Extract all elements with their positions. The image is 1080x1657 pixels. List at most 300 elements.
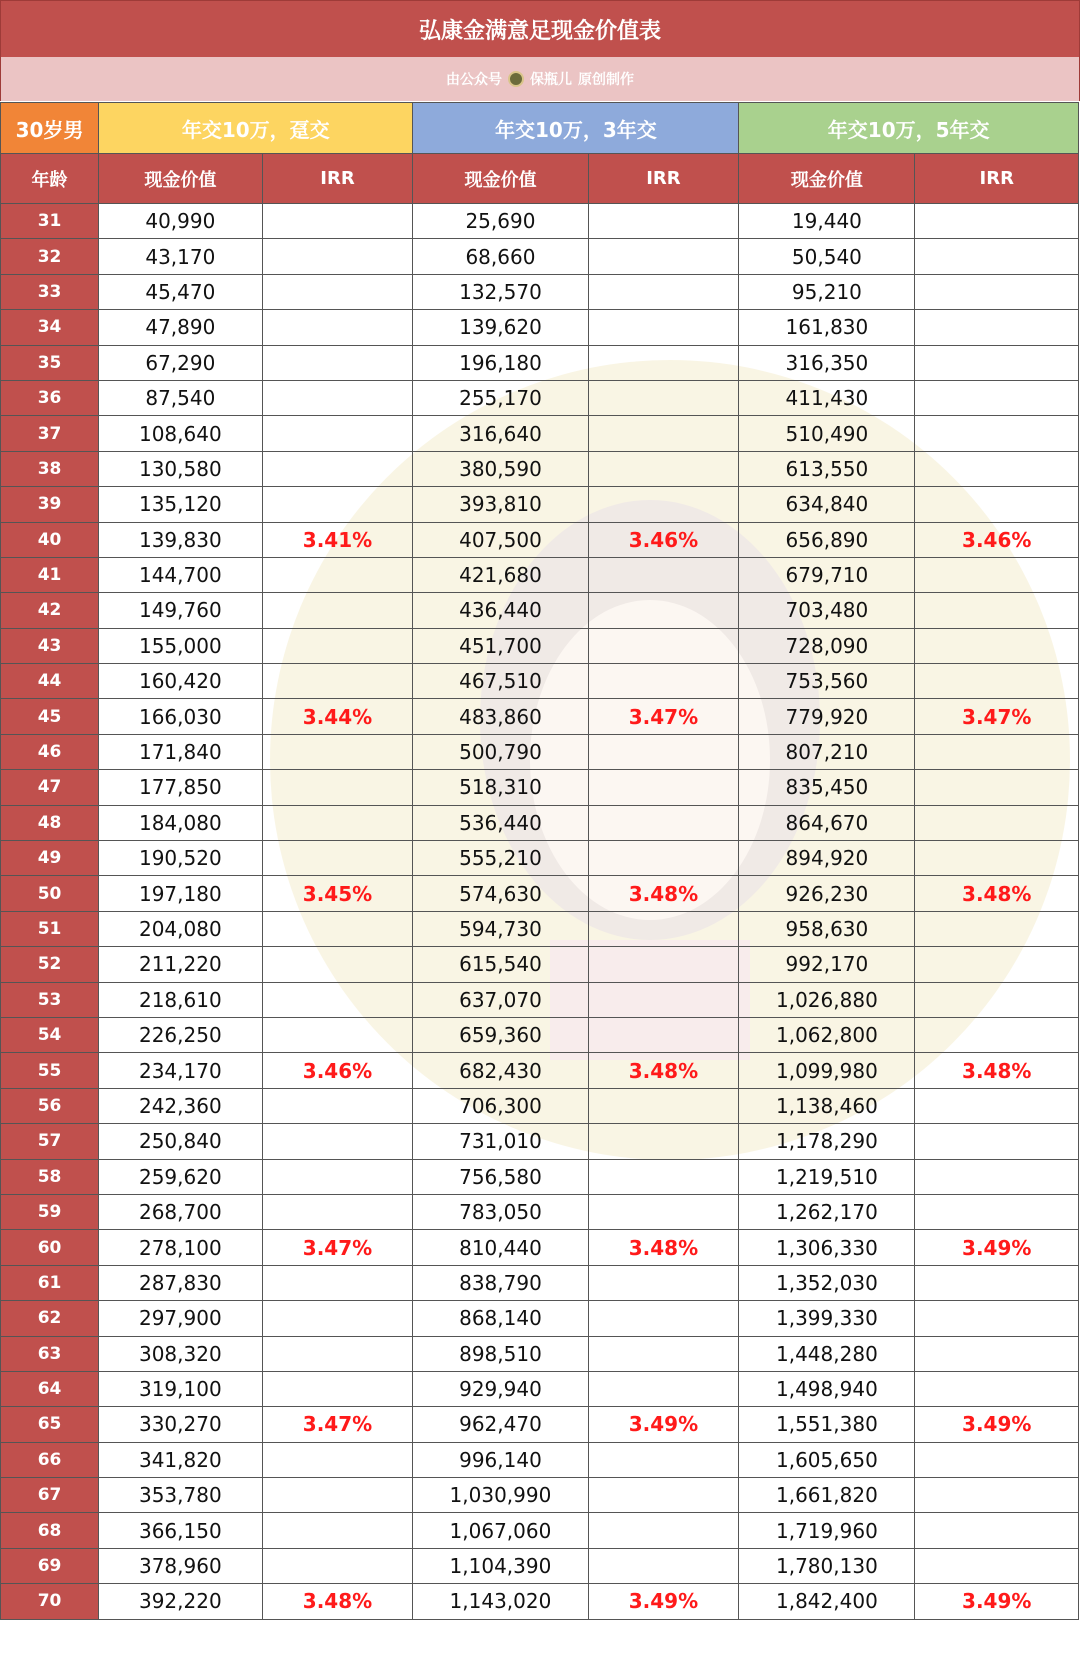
cash-value-cell: 341,820 <box>99 1442 262 1477</box>
cash-value-cell: 319,100 <box>99 1371 262 1406</box>
cash-value-cell: 996,140 <box>413 1442 588 1477</box>
cash-value-cell: 1,143,020 <box>413 1584 588 1619</box>
irr-cell: 3.41% <box>262 522 413 557</box>
irr-cell: 3.49% <box>915 1584 1079 1619</box>
cash-value-cell: 1,026,880 <box>739 982 915 1017</box>
irr-cell: 3.49% <box>588 1584 739 1619</box>
cash-value-cell: 703,480 <box>739 593 915 628</box>
irr-cell <box>588 1265 739 1300</box>
table-row <box>1 487 1079 522</box>
cash-value-cell: 637,070 <box>413 982 588 1017</box>
irr-cell <box>915 1478 1079 1513</box>
cash-value-cell: 656,890 <box>739 522 915 557</box>
table-row <box>1 1230 1079 1265</box>
irr-cell <box>262 1336 413 1371</box>
cash-value-cell: 242,360 <box>99 1088 262 1123</box>
age-cell: 59 <box>1 1194 99 1229</box>
cash-value-cell: 68,660 <box>413 239 588 274</box>
irr-cell <box>588 982 739 1017</box>
cash-value-cell: 810,440 <box>413 1230 588 1265</box>
cash-value-cell: 25,690 <box>413 204 588 239</box>
irr-cell <box>915 310 1079 345</box>
credit-prefix: 由公众号 <box>446 72 502 88</box>
irr-cell: 3.48% <box>915 876 1079 911</box>
age-cell: 37 <box>1 416 99 451</box>
table-row <box>1 416 1079 451</box>
cash-value-cell: 155,000 <box>99 628 262 663</box>
irr-cell <box>262 416 413 451</box>
col-header-irr-3: IRR <box>915 154 1079 204</box>
table-row <box>1 1442 1079 1477</box>
irr-cell <box>915 204 1079 239</box>
age-cell: 53 <box>1 982 99 1017</box>
irr-cell <box>262 1301 413 1336</box>
cash-value-cell: 204,080 <box>99 911 262 946</box>
age-cell: 48 <box>1 805 99 840</box>
irr-cell <box>262 1017 413 1052</box>
cash-value-cell: 87,540 <box>99 380 262 415</box>
cash-value-cell: 130,580 <box>99 451 262 486</box>
cash-value-cell: 1,661,820 <box>739 1478 915 1513</box>
cash-value-cell: 838,790 <box>413 1265 588 1300</box>
irr-cell <box>588 1017 739 1052</box>
cash-value-cell: 807,210 <box>739 734 915 769</box>
irr-cell <box>588 1513 739 1548</box>
age-cell: 64 <box>1 1371 99 1406</box>
table-row <box>1 1407 1079 1442</box>
irr-cell <box>915 734 1079 769</box>
irr-cell <box>588 593 739 628</box>
page-title: 弘康金满意足现金价值表 <box>0 0 1080 58</box>
age-cell: 32 <box>1 239 99 274</box>
irr-cell <box>915 557 1079 592</box>
cash-value-cell: 316,350 <box>739 345 915 380</box>
irr-cell <box>588 734 739 769</box>
cash-value-cell: 536,440 <box>413 805 588 840</box>
cash-value-cell: 753,560 <box>739 664 915 699</box>
irr-cell <box>915 947 1079 982</box>
irr-cell <box>262 1159 413 1194</box>
table-row <box>1 734 1079 769</box>
irr-cell <box>588 1124 739 1159</box>
table-row <box>1 664 1079 699</box>
irr-cell <box>915 1336 1079 1371</box>
irr-cell <box>915 911 1079 946</box>
cash-value-table <box>0 102 1079 1620</box>
col-header-irr-1: IRR <box>262 154 413 204</box>
cash-value-cell: 366,150 <box>99 1513 262 1548</box>
cash-value-cell: 160,420 <box>99 664 262 699</box>
cash-value-cell: 1,067,060 <box>413 1513 588 1548</box>
age-cell: 39 <box>1 487 99 522</box>
irr-cell <box>915 1371 1079 1406</box>
irr-cell: 3.47% <box>262 1230 413 1265</box>
cash-value-cell: 139,830 <box>99 522 262 557</box>
irr-cell <box>915 1194 1079 1229</box>
irr-cell <box>588 380 739 415</box>
cash-value-cell: 171,840 <box>99 734 262 769</box>
col-header-cv-1: 现金价值 <box>99 154 262 204</box>
irr-cell <box>588 947 739 982</box>
irr-cell: 3.49% <box>588 1407 739 1442</box>
cash-value-cell: 211,220 <box>99 947 262 982</box>
irr-cell <box>262 204 413 239</box>
cash-value-cell: 190,520 <box>99 841 262 876</box>
cash-value-cell: 67,290 <box>99 345 262 380</box>
irr-cell <box>262 911 413 946</box>
table-row <box>1 1124 1079 1159</box>
irr-cell <box>588 487 739 522</box>
cash-value-cell: 393,810 <box>413 487 588 522</box>
cash-value-cell: 868,140 <box>413 1301 588 1336</box>
irr-cell <box>588 1336 739 1371</box>
irr-cell <box>262 770 413 805</box>
irr-cell <box>262 1513 413 1548</box>
cash-value-cell: 47,890 <box>99 310 262 345</box>
cash-value-cell: 659,360 <box>413 1017 588 1052</box>
cash-value-cell: 574,630 <box>413 876 588 911</box>
table-row <box>1 451 1079 486</box>
cash-value-cell: 1,352,030 <box>739 1265 915 1300</box>
cash-value-cell: 1,551,380 <box>739 1407 915 1442</box>
irr-cell <box>915 239 1079 274</box>
cash-value-cell: 929,940 <box>413 1371 588 1406</box>
cash-value-cell: 40,990 <box>99 204 262 239</box>
cash-value-cell: 226,250 <box>99 1017 262 1052</box>
irr-cell <box>262 841 413 876</box>
table-row <box>1 239 1079 274</box>
irr-cell: 3.48% <box>262 1584 413 1619</box>
table-row <box>1 1478 1079 1513</box>
irr-cell <box>915 274 1079 309</box>
cash-value-cell: 894,920 <box>739 841 915 876</box>
age-cell: 44 <box>1 664 99 699</box>
irr-cell <box>915 1159 1079 1194</box>
irr-cell <box>915 628 1079 663</box>
cash-value-cell: 234,170 <box>99 1053 262 1088</box>
irr-cell <box>262 1124 413 1159</box>
cash-value-cell: 421,680 <box>413 557 588 592</box>
cash-value-cell: 510,490 <box>739 416 915 451</box>
irr-cell: 3.44% <box>262 699 413 734</box>
cash-value-cell: 962,470 <box>413 1407 588 1442</box>
cash-value-cell: 682,430 <box>413 1053 588 1088</box>
irr-cell <box>262 1478 413 1513</box>
cash-value-cell: 756,580 <box>413 1159 588 1194</box>
table-row <box>1 1513 1079 1548</box>
age-cell: 61 <box>1 1265 99 1300</box>
table-row <box>1 1301 1079 1336</box>
irr-cell <box>915 805 1079 840</box>
col-header-cv-2: 现金价值 <box>413 154 588 204</box>
cash-value-cell: 407,500 <box>413 522 588 557</box>
credit-line <box>0 57 1080 101</box>
irr-cell <box>588 274 739 309</box>
irr-cell: 3.47% <box>915 699 1079 734</box>
cash-value-cell: 268,700 <box>99 1194 262 1229</box>
cash-value-cell: 500,790 <box>413 734 588 769</box>
cash-value-cell: 197,180 <box>99 876 262 911</box>
irr-cell: 3.46% <box>262 1053 413 1088</box>
age-cell: 35 <box>1 345 99 380</box>
plan-header-single-premium: 年交10万，趸交 <box>99 103 413 154</box>
irr-cell <box>588 1371 739 1406</box>
age-cell: 68 <box>1 1513 99 1548</box>
irr-cell <box>262 239 413 274</box>
cash-value-cell: 1,448,280 <box>739 1336 915 1371</box>
irr-cell <box>262 1088 413 1123</box>
irr-cell <box>262 1371 413 1406</box>
irr-cell: 3.47% <box>262 1407 413 1442</box>
plan-group-row <box>1 103 1079 154</box>
irr-cell: 3.46% <box>588 522 739 557</box>
irr-cell <box>588 451 739 486</box>
cash-value-cell: 308,320 <box>99 1336 262 1371</box>
cash-value-cell: 731,010 <box>413 1124 588 1159</box>
age-cell: 34 <box>1 310 99 345</box>
cash-value-cell: 1,099,980 <box>739 1053 915 1088</box>
age-cell: 62 <box>1 1301 99 1336</box>
cash-value-cell: 898,510 <box>413 1336 588 1371</box>
cash-value-cell: 50,540 <box>739 239 915 274</box>
cash-value-cell: 728,090 <box>739 628 915 663</box>
cash-value-cell: 1,178,290 <box>739 1124 915 1159</box>
age-cell: 38 <box>1 451 99 486</box>
cash-value-cell: 594,730 <box>413 911 588 946</box>
cash-value-cell: 149,760 <box>99 593 262 628</box>
age-cell: 42 <box>1 593 99 628</box>
age-cell: 70 <box>1 1584 99 1619</box>
table-row <box>1 911 1079 946</box>
cash-value-cell: 864,670 <box>739 805 915 840</box>
cash-value-cell: 613,550 <box>739 451 915 486</box>
cash-value-cell: 615,540 <box>413 947 588 982</box>
cash-value-cell: 451,700 <box>413 628 588 663</box>
irr-cell <box>262 345 413 380</box>
table-row <box>1 593 1079 628</box>
irr-cell <box>262 1442 413 1477</box>
table-row <box>1 1088 1079 1123</box>
age-cell: 50 <box>1 876 99 911</box>
cash-value-cell: 144,700 <box>99 557 262 592</box>
age-cell: 45 <box>1 699 99 734</box>
cash-value-cell: 218,610 <box>99 982 262 1017</box>
cash-value-cell: 278,100 <box>99 1230 262 1265</box>
cash-value-cell: 1,498,940 <box>739 1371 915 1406</box>
irr-cell <box>588 1301 739 1336</box>
irr-cell <box>915 770 1079 805</box>
cash-value-cell: 679,710 <box>739 557 915 592</box>
age-cell: 49 <box>1 841 99 876</box>
irr-cell: 3.46% <box>915 522 1079 557</box>
age-cell: 31 <box>1 204 99 239</box>
irr-cell <box>915 1088 1079 1123</box>
cash-value-cell: 378,960 <box>99 1548 262 1583</box>
irr-cell <box>588 841 739 876</box>
table-row <box>1 1053 1079 1088</box>
irr-cell <box>262 380 413 415</box>
irr-cell <box>588 204 739 239</box>
cash-value-cell: 1,138,460 <box>739 1088 915 1123</box>
age-cell: 36 <box>1 380 99 415</box>
irr-cell <box>915 380 1079 415</box>
cash-value-cell: 297,900 <box>99 1301 262 1336</box>
irr-cell: 3.49% <box>915 1407 1079 1442</box>
table-row <box>1 557 1079 592</box>
age-cell: 56 <box>1 1088 99 1123</box>
cash-value-cell: 1,219,510 <box>739 1159 915 1194</box>
cash-value-cell: 19,440 <box>739 204 915 239</box>
irr-cell <box>588 345 739 380</box>
irr-cell <box>262 947 413 982</box>
irr-cell: 3.49% <box>915 1230 1079 1265</box>
cash-value-cell: 392,220 <box>99 1584 262 1619</box>
irr-cell <box>915 1548 1079 1583</box>
irr-cell: 3.48% <box>588 1053 739 1088</box>
irr-cell <box>915 664 1079 699</box>
irr-cell <box>588 911 739 946</box>
age-cell: 60 <box>1 1230 99 1265</box>
irr-cell <box>588 1442 739 1477</box>
irr-cell <box>915 1265 1079 1300</box>
cash-value-cell: 259,620 <box>99 1159 262 1194</box>
cash-value-cell: 1,842,400 <box>739 1584 915 1619</box>
irr-cell: 3.48% <box>915 1053 1079 1088</box>
cash-value-cell: 706,300 <box>413 1088 588 1123</box>
irr-cell <box>262 1194 413 1229</box>
age-cell: 67 <box>1 1478 99 1513</box>
table-row <box>1 982 1079 1017</box>
irr-cell <box>915 345 1079 380</box>
age-cell: 57 <box>1 1124 99 1159</box>
irr-cell <box>588 1548 739 1583</box>
cash-value-cell: 287,830 <box>99 1265 262 1300</box>
age-cell: 40 <box>1 522 99 557</box>
irr-cell <box>915 1301 1079 1336</box>
cash-value-cell: 467,510 <box>413 664 588 699</box>
cash-value-cell: 1,306,330 <box>739 1230 915 1265</box>
cash-value-cell: 1,030,990 <box>413 1478 588 1513</box>
irr-cell <box>915 1442 1079 1477</box>
age-cell: 43 <box>1 628 99 663</box>
age-cell: 47 <box>1 770 99 805</box>
age-cell: 69 <box>1 1548 99 1583</box>
irr-cell <box>588 1478 739 1513</box>
table-row <box>1 274 1079 309</box>
irr-cell <box>262 1265 413 1300</box>
irr-cell <box>588 770 739 805</box>
irr-cell <box>915 416 1079 451</box>
plan-header-5-year: 年交10万，5年交 <box>739 103 1079 154</box>
cash-value-cell: 1,605,650 <box>739 1442 915 1477</box>
table-row <box>1 699 1079 734</box>
age-cell: 51 <box>1 911 99 946</box>
brand-logo-icon <box>508 71 524 87</box>
insured-profile: 30岁男 <box>1 103 99 154</box>
cash-value-cell: 411,430 <box>739 380 915 415</box>
col-header-age: 年龄 <box>1 154 99 204</box>
irr-cell <box>915 451 1079 486</box>
irr-cell <box>262 487 413 522</box>
irr-cell <box>915 1513 1079 1548</box>
cash-value-cell: 250,840 <box>99 1124 262 1159</box>
cash-value-cell: 436,440 <box>413 593 588 628</box>
irr-cell <box>588 1194 739 1229</box>
irr-cell <box>588 310 739 345</box>
table-row <box>1 628 1079 663</box>
irr-cell <box>262 628 413 663</box>
irr-cell <box>588 557 739 592</box>
irr-cell <box>588 239 739 274</box>
irr-cell <box>262 310 413 345</box>
table-row <box>1 876 1079 911</box>
irr-cell <box>262 557 413 592</box>
cash-value-cell: 1,719,960 <box>739 1513 915 1548</box>
cash-value-cell: 353,780 <box>99 1478 262 1513</box>
table-row <box>1 1548 1079 1583</box>
cash-value-cell: 1,399,330 <box>739 1301 915 1336</box>
irr-cell <box>262 664 413 699</box>
age-cell: 65 <box>1 1407 99 1442</box>
column-header-row <box>1 154 1079 204</box>
cash-value-cell: 161,830 <box>739 310 915 345</box>
irr-cell <box>262 805 413 840</box>
irr-cell <box>262 593 413 628</box>
irr-cell: 3.45% <box>262 876 413 911</box>
cash-value-cell: 177,850 <box>99 770 262 805</box>
cash-value-cell: 43,170 <box>99 239 262 274</box>
col-header-irr-2: IRR <box>588 154 739 204</box>
cash-value-cell: 330,270 <box>99 1407 262 1442</box>
cash-value-cell: 1,780,130 <box>739 1548 915 1583</box>
cash-value-cell: 95,210 <box>739 274 915 309</box>
table-row <box>1 841 1079 876</box>
cash-value-cell: 139,620 <box>413 310 588 345</box>
irr-cell: 3.48% <box>588 876 739 911</box>
cash-value-cell: 926,230 <box>739 876 915 911</box>
age-cell: 55 <box>1 1053 99 1088</box>
cash-value-cell: 380,590 <box>413 451 588 486</box>
cash-value-cell: 132,570 <box>413 274 588 309</box>
cash-value-cell: 483,860 <box>413 699 588 734</box>
irr-cell <box>262 274 413 309</box>
cash-value-cell: 255,170 <box>413 380 588 415</box>
table-row <box>1 380 1079 415</box>
cash-value-cell: 1,104,390 <box>413 1548 588 1583</box>
irr-cell <box>915 593 1079 628</box>
table-row <box>1 770 1079 805</box>
irr-cell <box>588 1159 739 1194</box>
table-row <box>1 1584 1079 1619</box>
age-cell: 63 <box>1 1336 99 1371</box>
cash-value-cell: 1,062,800 <box>739 1017 915 1052</box>
table-body <box>1 204 1079 1620</box>
cash-value-cell: 518,310 <box>413 770 588 805</box>
irr-cell: 3.47% <box>588 699 739 734</box>
plan-header-3-year: 年交10万，3年交 <box>413 103 739 154</box>
irr-cell <box>262 1548 413 1583</box>
age-cell: 52 <box>1 947 99 982</box>
irr-cell <box>588 1088 739 1123</box>
irr-cell <box>588 805 739 840</box>
irr-cell <box>915 841 1079 876</box>
irr-cell <box>262 451 413 486</box>
age-cell: 41 <box>1 557 99 592</box>
irr-cell <box>262 734 413 769</box>
age-cell: 46 <box>1 734 99 769</box>
cash-value-cell: 555,210 <box>413 841 588 876</box>
table-row <box>1 1336 1079 1371</box>
